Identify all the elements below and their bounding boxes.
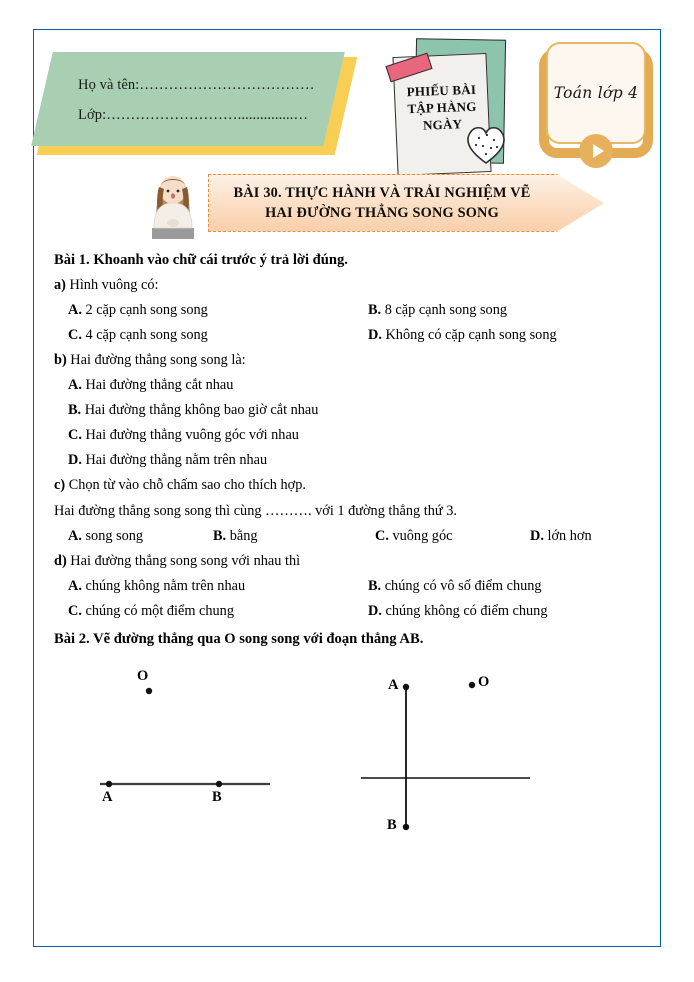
student-info-card	[42, 52, 347, 157]
part-a-text: Hình vuông có:	[69, 277, 159, 293]
play-button-icon[interactable]	[579, 134, 613, 168]
worksheet-header	[34, 30, 662, 180]
topic-card[interactable]	[539, 42, 653, 167]
part-b-option-D[interactable]	[54, 448, 654, 473]
left-figure-label-O: O	[137, 668, 149, 684]
part-c-option-B[interactable]	[213, 524, 375, 549]
part-d-option-D[interactable]	[354, 599, 654, 624]
part-d-option-A[interactable]	[54, 574, 354, 599]
student-class-field[interactable]: Lớp:………………………...............…	[78, 107, 309, 123]
option-text: 2 cặp cạnh song song	[85, 302, 208, 318]
lesson-title-line1: BÀI 30. THỰC HÀNH VÀ TRẢI NGHIỆM VẼ	[233, 185, 531, 201]
exercise1-part-c-prompt	[54, 473, 654, 498]
part-d-option-B[interactable]	[354, 574, 654, 599]
part-d-options-row-2	[54, 599, 654, 624]
worksheet-title-card	[377, 35, 519, 180]
right-figure-point-O-dot	[469, 682, 475, 688]
part-c-option-D[interactable]	[530, 524, 650, 549]
option-text: Không có cặp cạnh song song	[385, 327, 557, 343]
left-figure-label-B: B	[212, 789, 222, 805]
option-letter: B.	[213, 528, 227, 544]
option-letter: C.	[68, 603, 82, 619]
option-letter: C.	[375, 528, 389, 544]
part-a-option-B[interactable]	[354, 298, 654, 323]
part-c-option-A[interactable]	[54, 524, 213, 549]
exercise1-part-b-prompt	[54, 348, 654, 373]
part-a-option-D[interactable]	[354, 323, 654, 348]
exercise1-heading: Bài 1. Khoanh vào chữ cái trước ý trả lời đúng.	[54, 252, 348, 268]
right-figure-label-O: O	[478, 674, 490, 690]
option-text: chúng không có điểm chung	[385, 603, 548, 619]
part-c-statement: Hai đường thẳng song song thì cùng ………. với 1 đường thẳng thứ 3.	[54, 503, 457, 519]
part-b-text: Hai đường thẳng song song là:	[70, 352, 246, 368]
exercise1-part-a-prompt	[54, 273, 654, 298]
option-letter: D.	[68, 452, 82, 468]
part-a-options-row-2	[54, 323, 654, 348]
student-name-field[interactable]: Họ và tên:………………………………	[78, 77, 315, 93]
paper-card-title-line3: NGÀY	[422, 116, 463, 133]
part-c-options-row	[54, 524, 654, 549]
option-letter: B.	[368, 578, 382, 594]
geometry-figures-svg	[54, 656, 654, 851]
part-d-label: d)	[54, 553, 67, 569]
part-b-label: b)	[54, 352, 67, 368]
exercise2-heading: Bài 2. Vẽ đường thẳng qua O song song với đoạn thẳng AB.	[54, 631, 424, 647]
name-card-text-group	[78, 70, 346, 130]
exercise2-figures	[54, 656, 654, 851]
right-figure-label-B: B	[387, 817, 397, 833]
part-b-option-A[interactable]	[54, 373, 654, 398]
option-letter: D.	[530, 528, 544, 544]
part-a-option-C[interactable]	[54, 323, 354, 348]
play-triangle-icon	[593, 144, 604, 158]
lesson-title-line2: HAI ĐƯỜNG THẲNG SONG SONG	[265, 205, 499, 221]
left-figure-point-B-dot	[216, 781, 222, 787]
option-text: Hai đường thẳng nằm trên nhau	[85, 452, 268, 468]
option-letter: A.	[68, 528, 82, 544]
option-letter: A.	[68, 302, 82, 318]
right-figure-point-B-dot	[403, 824, 409, 830]
right-figure-label-A: A	[388, 677, 399, 693]
option-text: chúng không nằm trên nhau	[85, 578, 246, 594]
part-a-option-A[interactable]	[54, 298, 354, 323]
exercise1-part-d-prompt	[54, 549, 654, 574]
heart-sticker-icon	[463, 121, 509, 165]
part-d-option-C[interactable]	[54, 599, 354, 624]
paper-card-title-line2: TẬP HÀNG	[407, 98, 477, 117]
part-d-text: Hai đường thẳng song song với nhau thì	[70, 553, 301, 569]
teacher-avatar-icon	[144, 170, 202, 240]
paper-card-title-line1: PHIẾU BÀI	[406, 81, 477, 100]
option-text: 8 cặp cạnh song song	[384, 302, 507, 318]
worksheet-content	[54, 245, 654, 851]
worksheet-page	[33, 29, 661, 947]
left-figure-label-A: A	[102, 789, 113, 805]
right-figure-point-A-dot	[403, 684, 409, 690]
lesson-title-row	[34, 170, 662, 242]
lesson-title-text	[208, 174, 556, 232]
left-figure-point-O-dot	[146, 688, 152, 694]
option-text: Hai đường thẳng cắt nhau	[85, 377, 234, 393]
part-a-label: a)	[54, 277, 66, 293]
option-letter: B.	[68, 402, 82, 418]
part-c-label: c)	[54, 477, 66, 493]
option-text: 4 cặp cạnh song song	[85, 327, 208, 343]
option-letter: C.	[68, 327, 82, 343]
option-text: chúng có vô số điểm chung	[384, 578, 542, 594]
option-letter: A.	[68, 578, 82, 594]
option-letter: C.	[68, 427, 82, 443]
part-d-options-row-1	[54, 574, 654, 599]
part-c-text: Chọn từ vào chỗ chấm sao cho thích hợp.	[68, 477, 306, 493]
lesson-title-banner	[208, 174, 604, 232]
option-letter: D.	[368, 327, 382, 343]
option-text: bằng	[229, 528, 258, 544]
option-text: Hai đường thẳng vuông góc với nhau	[85, 427, 299, 443]
topic-card-label: Toán lớp 4	[553, 84, 639, 102]
part-b-option-C[interactable]	[54, 423, 654, 448]
option-letter: B.	[368, 302, 382, 318]
option-text: vuông góc	[392, 528, 453, 544]
left-figure-point-A-dot	[106, 781, 112, 787]
part-c-option-C[interactable]	[375, 524, 530, 549]
option-text: Hai đường thẳng không bao giờ cắt nhau	[84, 402, 319, 418]
option-text: chúng có một điểm chung	[85, 603, 234, 619]
option-letter: D.	[368, 603, 382, 619]
option-text: lớn hơn	[547, 528, 592, 544]
part-b-option-B[interactable]	[54, 398, 654, 423]
option-letter: A.	[68, 377, 82, 393]
option-text: song song	[85, 528, 144, 544]
part-a-options-row-1	[54, 298, 654, 323]
